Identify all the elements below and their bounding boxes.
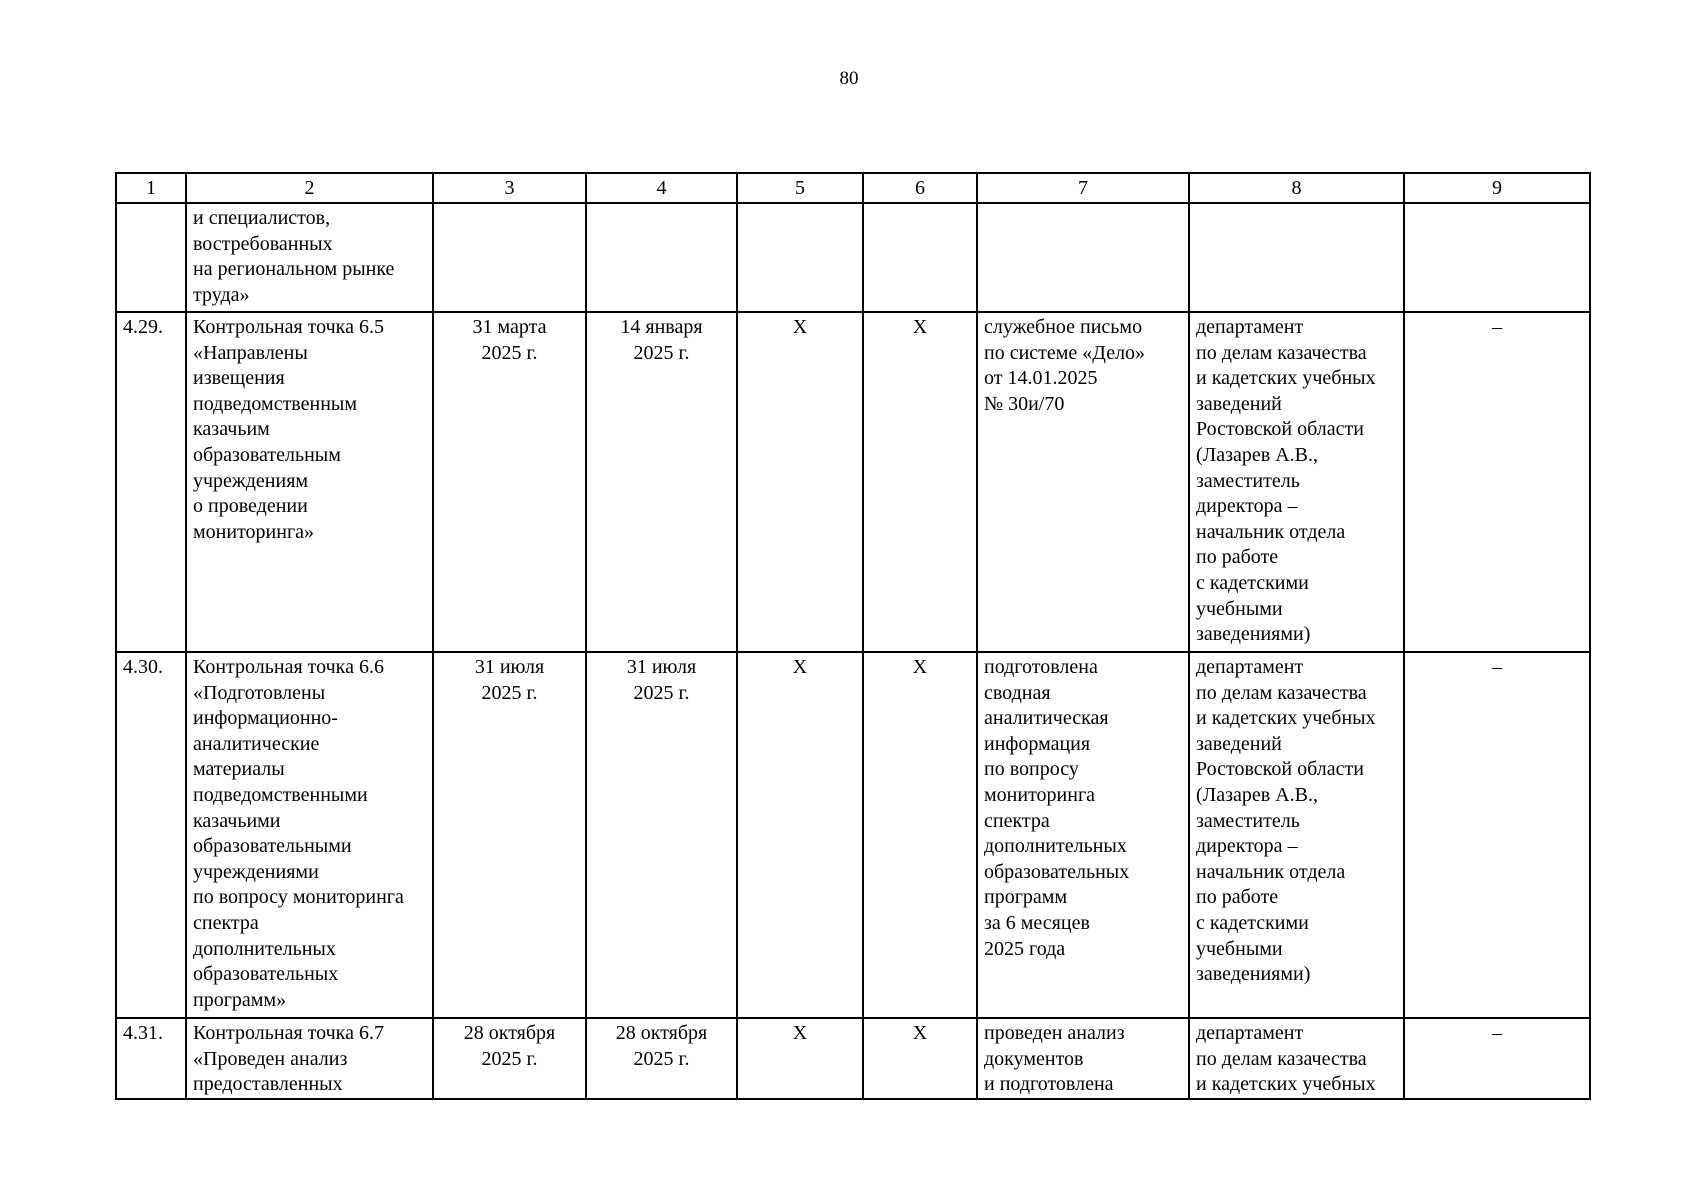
result-cell: [977, 203, 1189, 312]
row-number-cell: 4.29.: [116, 312, 186, 652]
responsible-cell: департамент по делам казачества и кадетских учебных: [1189, 1018, 1404, 1099]
fact-date-cell: [586, 203, 737, 312]
note-cell: –: [1404, 1018, 1590, 1099]
plan-date-cell: 28 октября 2025 г.: [433, 1018, 586, 1099]
column-6-cell: X: [863, 652, 977, 1018]
note-cell: –: [1404, 652, 1590, 1018]
fact-date-cell: 28 октября 2025 г.: [586, 1018, 737, 1099]
column-6-cell: X: [863, 312, 977, 652]
event-name-cell: и специалистов, востребованных на региональном рынке труда»: [186, 203, 433, 312]
result-cell: служебное письмо по системе «Дело» от 14.01.2025 № 30и/70: [977, 312, 1189, 652]
responsible-cell: департамент по делам казачества и кадетских учебных заведений Ростовской области (Лазарев А.В., заместитель директора – начальник отдела по работе с кадетскими учебными заведениями): [1189, 312, 1404, 652]
event-name-cell: Контрольная точка 6.7 «Проведен анализ предоставленных: [186, 1018, 433, 1099]
page-number: 80: [839, 68, 859, 89]
note-cell: [1404, 203, 1590, 312]
column-header-9: 9: [1404, 173, 1590, 203]
column-header-4: 4: [586, 173, 737, 203]
result-cell: подготовлена сводная аналитическая информация по вопросу мониторинга спектра дополнительных образовательных программ за 6 месяцев 2025 года: [977, 652, 1189, 1018]
fact-date-cell: 14 января 2025 г.: [586, 312, 737, 652]
plan-date-cell: 31 июля 2025 г.: [433, 652, 586, 1018]
column-header-6: 6: [863, 173, 977, 203]
plan-date-cell: [433, 203, 586, 312]
column-5-cell: X: [737, 652, 863, 1018]
responsible-cell: [1189, 203, 1404, 312]
result-cell: проведен анализ документов и подготовлена: [977, 1018, 1189, 1099]
column-header-8: 8: [1189, 173, 1404, 203]
row-number-cell: [116, 203, 186, 312]
column-5-cell: [737, 203, 863, 312]
row-number-cell: 4.31.: [116, 1018, 186, 1099]
fact-date-cell: 31 июля 2025 г.: [586, 652, 737, 1018]
column-5-cell: X: [737, 1018, 863, 1099]
event-name-cell: Контрольная точка 6.5 «Направлены извещения подведомственным казачьим образовательным учреждениям о проведении мониторинга»: [186, 312, 433, 652]
table-row: [116, 652, 1590, 1018]
column-6-cell: [863, 203, 977, 312]
note-cell: –: [1404, 312, 1590, 652]
plan-date-cell: 31 марта 2025 г.: [433, 312, 586, 652]
responsible-cell: департамент по делам казачества и кадетских учебных заведений Ростовской области (Лазарев А.В., заместитель директора – начальник отдела по работе с кадетскими учебными заведениями): [1189, 652, 1404, 1018]
plan-table: [115, 172, 1591, 1100]
column-5-cell: X: [737, 312, 863, 652]
column-header-1: 1: [116, 173, 186, 203]
column-header-7: 7: [977, 173, 1189, 203]
column-header-3: 3: [433, 173, 586, 203]
header-row: [116, 173, 1590, 203]
table-row: [116, 203, 1590, 312]
table-row: [116, 1018, 1590, 1099]
row-number-cell: 4.30.: [116, 652, 186, 1018]
column-6-cell: X: [863, 1018, 977, 1099]
event-name-cell: Контрольная точка 6.6 «Подготовлены информационно- аналитические материалы подведомственными казачьими образовательными учреждениями по вопросу мониторинга спектра дополнительных образовательных программ»: [186, 652, 433, 1018]
column-header-2: 2: [186, 173, 433, 203]
column-header-5: 5: [737, 173, 863, 203]
table-row: [116, 312, 1590, 652]
